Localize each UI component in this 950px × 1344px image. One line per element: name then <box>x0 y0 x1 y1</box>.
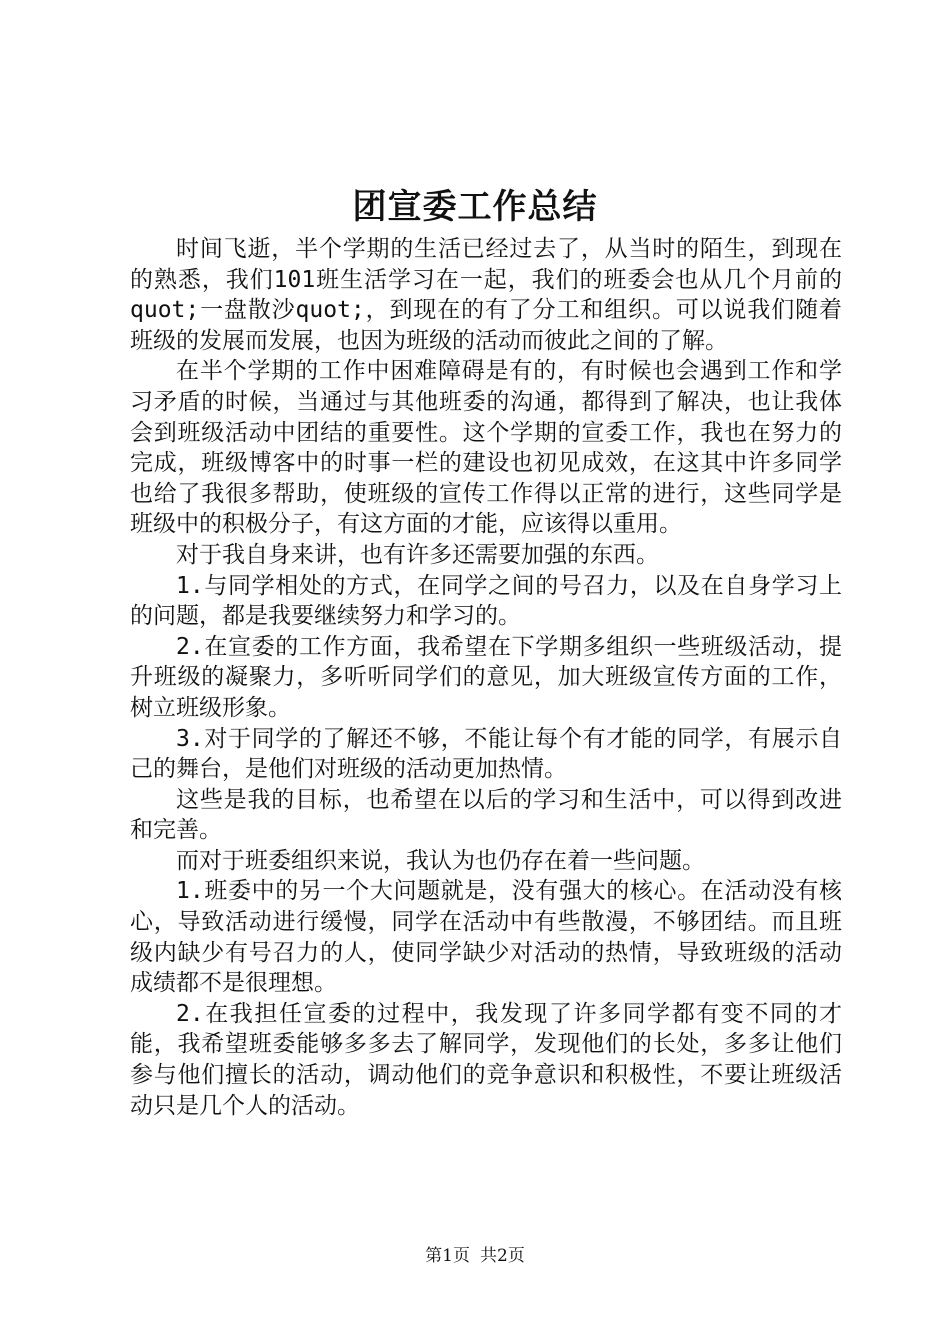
paragraph: 2.在宣委的工作方面，我希望在下学期多组织一些班级活动，提升班级的凝聚力，多听听同学们的意见，加大班级宣传方面的工作，树立班级形象。 <box>130 633 842 721</box>
paragraph: 3.对于同学的了解还不够，不能让每个有才能的同学，有展示自己的舞台，是他们对班级的活动更加热情。 <box>130 725 842 783</box>
paragraph: 而对于班委组织来说，我认为也仍存在着一些问题。 <box>176 847 705 874</box>
paragraph: 时间飞逝，半个学期的生活已经过去了，从当时的陌生，到现在的熟悉，我们101班生活学习在一起，我们的班委会也从几个月前的quot;一盘散沙quot;，到现在的有了分工和组织。可以说我们随着班级的发展而发展，也因为班级的活动而彼此之间的了解。 <box>130 236 842 354</box>
page-number-current: 第1页 <box>425 1246 470 1266</box>
paragraph: 在半个学期的工作中困难障碍是有的，有时候也会遇到工作和学习矛盾的时候，当通过与其他班委的沟通，都得到了解决，也让我体会到班级活动中团结的重要性。这个学期的宣委工作，我也在努力的完成，班级博客中的时事一栏的建设也初见成效，在这其中许多同学也给了我很多帮助，使班级的宣传工作得以正常的进行，这些同学是班级中的积极分子，有这方面的才能，应该得以重用。 <box>130 358 842 538</box>
page-number-total: 共2页 <box>480 1246 525 1266</box>
paragraph: 1.与同学相处的方式，在同学之间的号召力，以及在自身学习上的问题，都是我要继续努力和学习的。 <box>130 572 842 630</box>
paragraph: 2.在我担任宣委的过程中，我发现了许多同学都有变不同的才能，我希望班委能够多多去了解同学，发现他们的长处，多多让他们参与他们擅长的活动，调动他们的竞争意识和积极性，不要让班级活动只是几个人的活动。 <box>130 1000 842 1119</box>
page-footer <box>0 1244 950 1268</box>
document-body <box>130 234 842 1121</box>
paragraph: 对于我自身来讲，也有许多还需要加强的东西。 <box>176 541 659 568</box>
document-title: 团宣委工作总结 <box>352 187 598 227</box>
paragraph: 1.班委中的另一个大问题就是，没有强大的核心。在活动没有核心，导致活动进行缓慢，同学在活动中有些散漫，不够团结。而且班级内缺少有号召力的人，使同学缺少对活动的热情，导致班级的活动成绩都不是很理想。 <box>130 878 842 997</box>
paragraph: 这些是我的目标，也希望在以后的学习和生活中，可以得到改进和完善。 <box>130 786 842 844</box>
